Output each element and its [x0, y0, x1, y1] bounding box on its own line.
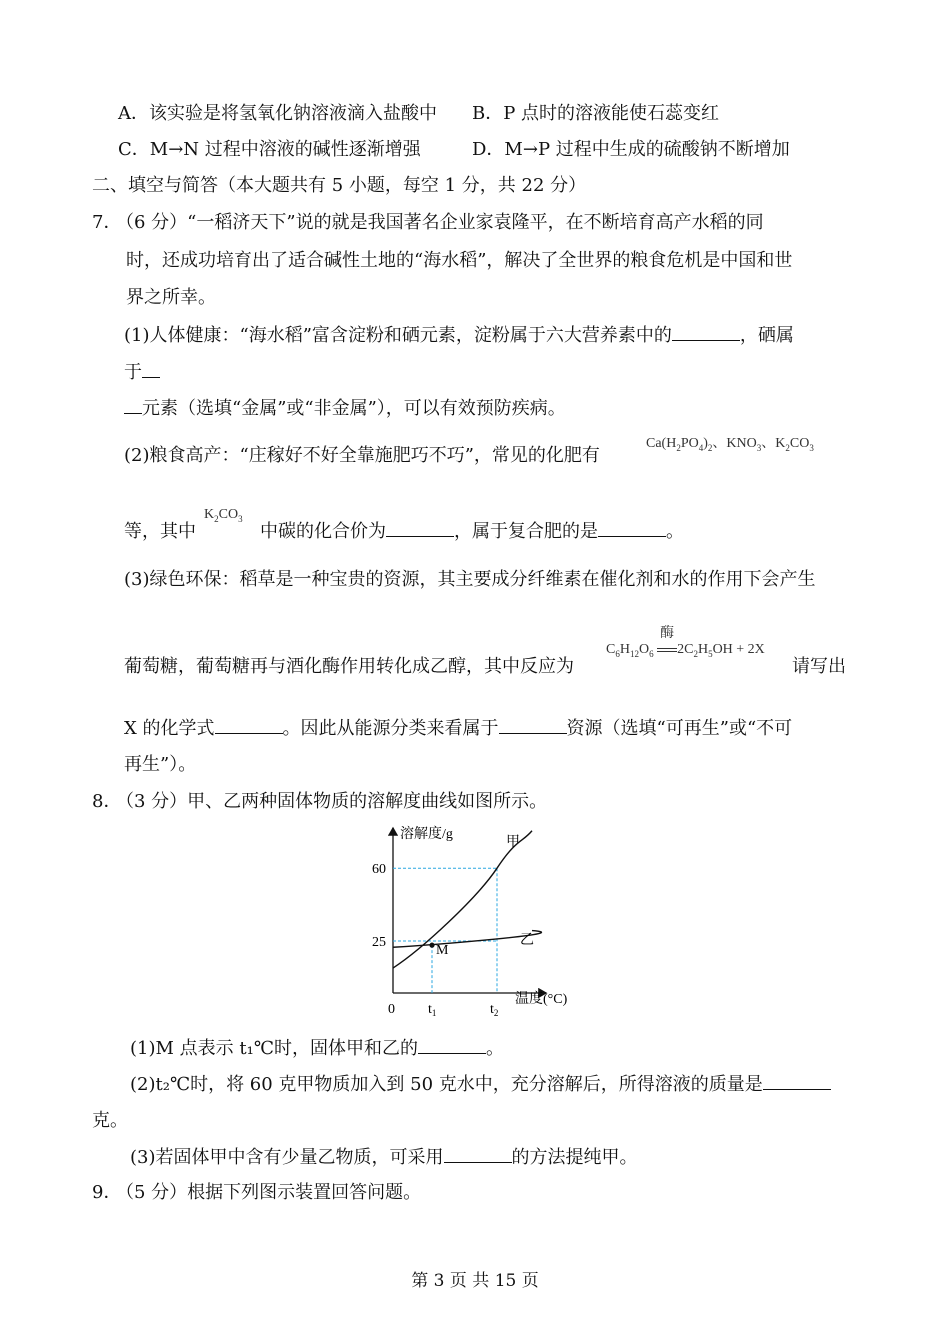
answer-blank[interactable] [763, 1071, 831, 1090]
option-c: C．M→N 过程中溶液的碱性逐渐增强 [118, 139, 421, 160]
solubility-chart [360, 820, 600, 1020]
q9-number: 9． [92, 1182, 122, 1203]
option-a: A．该实验是将氢氧化钠溶液滴入盐酸中 [118, 103, 437, 124]
page-footer: 第 3 页 共 15 页 [411, 1271, 539, 1291]
series-label-jia: 甲 [506, 835, 520, 850]
q7-intro-line1: （6 分）“一稻济天下”说的就是我国著名企业家袁隆平，在不断培育高产水稻的同 [116, 212, 764, 233]
q8-part3-text-a: (3)若固体甲中含有少量乙物质，可采用 [130, 1147, 444, 1168]
q7-part1-text-c: 于 [124, 362, 142, 383]
q8-part3 [130, 1144, 638, 1171]
x-tick-label-t2: $t_2$ [490, 1002, 499, 1018]
q7-part2-text-c: 中碳的化合价为 [260, 521, 386, 542]
enzyme-label: 酶 [660, 625, 675, 641]
q7-intro-line3: 界之所幸。 [126, 287, 216, 308]
q8-part2-line1 [130, 1071, 831, 1098]
point-label-m: M [436, 943, 449, 958]
q9-intro: （5 分）根据下列图示装置回答问题。 [116, 1182, 422, 1203]
x-axis-label: 温度(°C) [515, 992, 568, 1007]
answer-blank[interactable] [672, 322, 740, 341]
answer-blank[interactable] [142, 359, 160, 378]
q7-part3-text-e: 。因此从能源分类来看属于 [282, 718, 499, 739]
reaction-equation: $C_6H_{12}O_6$ 酶 $2C_2H_5OH + 2X$ [606, 642, 765, 659]
q8-part1-text-b: 。 [485, 1038, 504, 1059]
x-tick-label-t1: $t_1$ [428, 1002, 437, 1018]
y-axis-label: 溶解度/g [400, 827, 453, 842]
reaction-arrow [657, 648, 677, 652]
q8-part1-text-a: (1)M 点表示 t₁℃时，固体甲和乙的 [130, 1038, 418, 1059]
answer-blank[interactable] [215, 715, 283, 734]
q7-part1-line2 [124, 359, 160, 386]
q8-part3-text-b: 的方法提纯甲。 [511, 1147, 638, 1168]
q7-part3-line3 [124, 715, 792, 742]
q7-part3-text-d: X 的化学式 [124, 718, 215, 739]
q7-part3-text-f: 资源（选填“可再生”或“不可 [566, 718, 793, 739]
option-d: D．M→P 过程中生成的硫酸钠不断增加 [472, 139, 790, 160]
answer-blank[interactable] [386, 518, 454, 537]
q7-part2-text-a: (2)粮食高产：“庄稼好不好全靠施肥巧不巧”，常见的化肥有 [124, 445, 600, 466]
q7-part3-line4: 再生”）。 [124, 754, 197, 775]
answer-blank[interactable] [124, 395, 142, 414]
section-title: 二、填空与简答（本大题共有 5 小题，每空 1 分，共 22 分） [92, 175, 587, 196]
fertilizer-formulas: $Ca(H_2PO_4)_2$、$KNO_3$、$K_2CO_3$ [646, 436, 814, 453]
y-tick-label-60: 60 [372, 862, 386, 878]
q7-number: 7． [92, 212, 122, 233]
k2co3-formula: $K_2CO_3$ [204, 507, 243, 524]
q7-part2-text-e: 。 [666, 521, 684, 542]
q7-part1-text-d: 元素（选填“金属”或“非金属”），可以有效预防疾病。 [142, 398, 566, 419]
q7-part1-text-a: (1)人体健康：“海水稻”富含淀粉和硒元素，淀粉属于六大营养素中的 [124, 325, 672, 346]
answer-blank[interactable] [598, 518, 666, 537]
q8-intro: （3 分）甲、乙两种固体物质的溶解度曲线如图所示。 [116, 791, 548, 812]
q8-part1 [130, 1035, 504, 1062]
q8-part2-text-a: (2)t₂℃时，将 60 克甲物质加入到 50 克水中，充分溶解后，所得溶液的质量是 [130, 1074, 763, 1095]
q7-part3-text-c: 请写出 [792, 656, 846, 677]
q7-part1-text-b: ，硒属 [739, 325, 794, 346]
q8-number: 8． [92, 791, 122, 812]
intersection-point [429, 943, 434, 948]
q7-part3-line2: 葡萄糖，葡萄糖再与酒化酶作用转化成乙醇，其中反应为 [124, 656, 574, 677]
q7-part1-line3 [124, 395, 566, 422]
origin-label: 0 [388, 1002, 395, 1017]
answer-blank[interactable] [444, 1144, 512, 1163]
series-line-jia [393, 831, 532, 968]
q7-part2-text-b: 等，其中 [124, 521, 196, 542]
q7-part3-line1: (3)绿色环保：稻草是一种宝贵的资源，其主要成分纤维素在催化剂和水的作用下会产生 [124, 569, 816, 590]
q7-part1-line1 [124, 322, 794, 349]
q7-part2-text-d: ，属于复合肥的是 [454, 521, 598, 542]
y-tick-label-25: 25 [372, 935, 386, 950]
q8-part2-line2: 克。 [92, 1110, 128, 1131]
answer-blank[interactable] [418, 1035, 486, 1054]
answer-blank[interactable] [499, 715, 567, 734]
option-b: B．P 点时的溶液能使石蕊变红 [472, 103, 720, 124]
q7-intro-line2: 时，还成功培育出了适合碱性土地的“海水稻”，解决了全世界的粮食危机是中国和世 [126, 250, 793, 271]
series-label-yi: 乙 [520, 933, 534, 948]
